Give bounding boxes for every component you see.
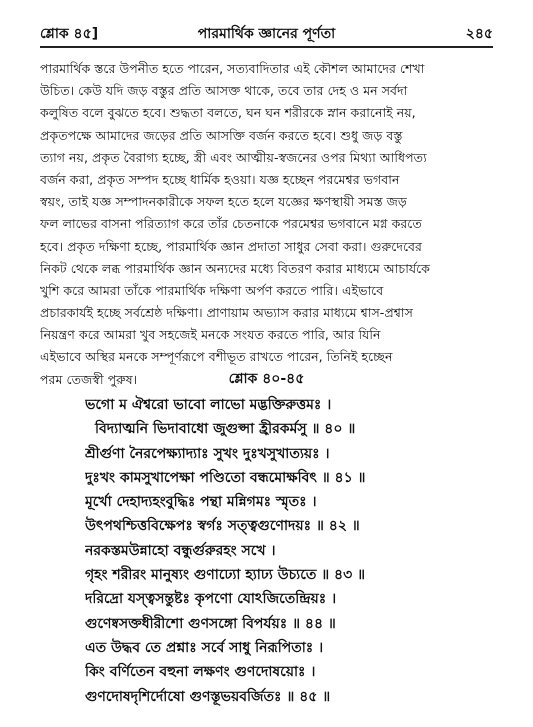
verse-line: গুণেষ্বসক্তধীরীশো গুণসঙ্গো বিপর্যয়ঃ ॥ ৪৪ ॥	[85, 615, 336, 632]
prose-line: খুশি করে আমরা তাঁকে পারমার্থিক দক্ষিণা অর্পণ করতে পারি। এইভাবে	[40, 282, 384, 298]
verse-line: দরিদ্রো যস্ত্বসন্তুষ্টঃ কৃপণো যোঽজিতেন্দ্রিয়ঃ ।	[85, 591, 337, 608]
prose-line: হবে। প্রকৃত দক্ষিণা হচ্ছে, পারমার্থিক জ্ঞান প্রদাতা সাধুর সেবা করা। গুরুদেবের	[40, 238, 422, 254]
verse-line: গৃহং শরীরং মানুষ্যং গুণাঢ্যো হ্যাঢ্য উচ্যতে ॥ ৪৩ ॥	[85, 567, 365, 584]
prose-line: কলুষিত বলে বুঝতে হবে। শুদ্ধতা বলতে, ঘন ঘন শরীরকে স্নান করানোই নয়,	[40, 105, 416, 121]
header-rule	[40, 46, 493, 48]
verse-line: শ্রীর্গুণা নৈরপেক্ষ্যাদ্যাঃ সুখং দুঃখসুখাত্যয়ঃ ।	[85, 445, 330, 462]
verse-line: কিং বর্ণিতেন বহুনা লক্ষণং গুণদোষয়োঃ ।	[85, 664, 316, 681]
verse-line: গুণদোষদৃশির্দোষো গুণস্তূভয়বর্জিতঃ ॥ ৪৫ ॥	[85, 688, 331, 705]
prose-line: পরম তেজস্বী পুরুষ।	[40, 371, 138, 387]
purport-paragraph	[40, 58, 493, 391]
running-header	[40, 22, 493, 44]
verse-line: দুঃখং কামসুখাপেক্ষা পণ্ডিতো বন্ধমোক্ষবিৎ ॥ ৪১ ॥	[85, 469, 366, 486]
prose-line: স্বয়ং, তাই যজ্ঞ সম্পাদনকারীকে সফল হতে হলে যজ্ঞের ক্ষণস্থায়ী সমস্ত জড়	[40, 194, 407, 210]
verse-line: উৎপথশ্চিত্তবিক্ষেপঃ স্বর্গঃ সত্ত্বগুণোদয়ঃ ॥ ৪২ ॥	[85, 518, 360, 535]
prose-line: উচিত। কেউ যদি জড় বস্তুর প্রতি আসক্ত থাকে, তবে তার দেহ ও মন সর্বদা	[40, 83, 408, 99]
verse-reference: শ্লোক ৪৫]	[40, 26, 99, 42]
prose-line: ত্যাগ নয়, প্রকৃত বৈরাগ্য হচ্ছে, স্ত্রী এবং আত্মীয়-স্বজনের ওপর মিথ্যা আধিপত্য	[40, 149, 427, 165]
verse-line: ভগো ম ঐশ্বরো ভাবো লাভো মদ্ভক্তিরুত্তমঃ ।	[85, 397, 332, 413]
prose-line: নিয়ন্ত্রণ করে আমরা খুব সহজেই মনকে সংযত করতে পারি, আর যিনি	[40, 327, 381, 343]
prose-line: প্রচারকার্যই হচ্ছে সর্বশ্রেষ্ঠ দক্ষিণা। প্রাণায়াম অভ্যাস করার মাধ্যমে শ্বাস-প্রশ্বাস	[40, 305, 413, 321]
sanskrit-verses	[85, 393, 485, 709]
verse-line: নরকস্তমউন্নাহো বন্ধুর্গুরুরহং সখে ।	[85, 542, 276, 559]
verse-line: এত উদ্ধব তে প্রশ্নাঃ সর্বে সাধু নিরূপিতাঃ ।	[85, 639, 324, 656]
page-number: ২৪৫	[465, 26, 493, 42]
chapter-title: পারমার্থিক জ্ঞানের পূর্ণতা	[197, 26, 336, 42]
verse-line: মূর্খো দেহাদ্যহংবুদ্ধিঃ পন্থা মন্নিগমঃ স্মৃতঃ ।	[85, 494, 317, 511]
verse-heading: শ্লোক ৪০-৪৫	[228, 371, 305, 387]
prose-line: বর্জন করা, প্রকৃত সম্পদ হচ্ছে ধার্মিক হওয়া। যজ্ঞ হচ্ছেন পরমেশ্বর ভগবান	[40, 171, 400, 187]
prose-line: পারমার্থিক স্তরে উপনীত হতে পারেন, সত্যবাদিতার এই কৌশল আমাদের শেখা	[40, 61, 425, 76]
verse-line: বিদ্যাত্মনি ভিদাবাধো জুগুপ্সা হ্রীরকর্মসু ॥ ৪০ ॥	[95, 421, 356, 438]
prose-line: এইভাবে অস্থির মনকে সম্পূর্ণরূপে বশীভূত রাখতে পারেন, তিনিই হচ্ছেন	[40, 349, 393, 365]
prose-line: প্রকৃতপক্ষে আমাদের জড়ের প্রতি আসক্তি বর্জন করতে হবে। শুধু জড় বস্তু	[40, 127, 403, 143]
prose-line: ফল লাভের বাসনা পরিত্যাগ করে তাঁর চেতনাকে পরমেশ্বর ভগবানে মগ্ন করতে	[40, 216, 422, 232]
prose-line: নিকট থেকে লব্ধ পারমার্থিক জ্ঞান অন্যদের মধ্যে বিতরণ করার মাধ্যমে আচার্যকে	[40, 260, 430, 276]
